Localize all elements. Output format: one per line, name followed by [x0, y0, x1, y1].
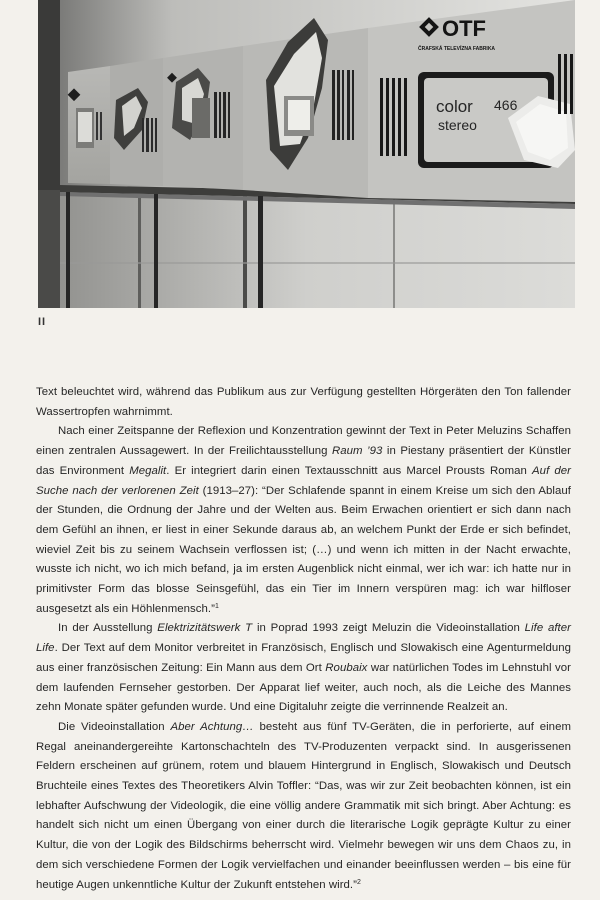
body-text [36, 383, 571, 895]
text-run: (1913–27): “Der Schlafende spannt in einem Kreise um sich den Ablauf der Stunden, die Ordnung der Jahre und der Welten aus. Beim Erwachen orientiert er sich dann nach dem Gefühl an ihnen, er liest in einer Sekunde daraus ab, an welchem Punkt der Erde er sich befindet, wieviel Zeit bis zu seinem Wachsein verflossen ist; (…) und wenn ich mitten in der Nacht erwachte, wusste ich nicht, wo ich mich befand, ja im ersten Augenblick nicht einmal, wer ich war: ich hatte nur in primitivster Form das blosse Seinsgefühl, das ein Tier im Innern verspüren mag: ich war hilfloser ausgesetzt als ein Höhlenmensch.” [36, 484, 571, 615]
tv-box-5 [368, 0, 575, 202]
model-number: 466 [494, 97, 518, 113]
tv-box-3 [163, 46, 243, 190]
tv-box-1 [68, 66, 110, 184]
text-run: Text beleuchtet wird, während das Publikum aus zur Verfügung gestellten Hörgeräten den Ton fallender Wassertropfen wahrnimmt. [36, 386, 571, 418]
paragraph-2 [36, 422, 571, 619]
text-run: Die Videoinstallation [58, 720, 171, 733]
text-run: besteht aus fünf TV-Geräten, die in perforierte, auf einem Regal aneinandergereihte Kartonschachteln des TV-Produzenten verpackt sind. In ausgerissenen Feldern erscheinen auf grünem, rotem und blauem Hintergrund in Englisch, Slowakisch und Deutsch Bruchteile eines Textes des Theoretikers Alvin Toffler: “Das, was wir zur Zeit beobachten können, ist ein lebhafter Aufschwung der Videologik, die eine völlig andere Grammatik mit sich bringt. Aber Achtung: es handelt sich nicht um einen Übergang von einer durch die literarische Logik geprägte Kultur zu einer Kultur, die von der Logik des Bildschirms beherrscht wird. Vielmehr bewegen wir uns dem Chaos zu, in dem sich verschiedene Formen der Logik vervielfachen und einander beeinflussen werden – bis eine für heutige Augen unkenntliche Kultur der Zukunft entstehen wird.” [36, 720, 571, 891]
installation-photo [38, 0, 575, 308]
paragraph-1 [36, 383, 571, 422]
emphasis-text: Life after Life [36, 622, 572, 655]
figure-label: II [38, 316, 47, 328]
text-run: in Poprad 1993 zeigt Meluzin die Videoinstallation [252, 622, 525, 635]
footnote-ref: 1 [214, 602, 219, 610]
text-run: In der Ausstellung [58, 622, 158, 635]
emphasis-text: Roubaix [325, 661, 368, 674]
tv-box-2 [110, 58, 163, 186]
text-run: . Er integriert darin einen Textausschnitt aus Marcel Prousts Roman [166, 464, 533, 477]
emphasis-text: Megalit [129, 464, 167, 477]
stereo-label: stereo [438, 117, 477, 133]
emphasis-text: Raum ’93 [331, 445, 383, 458]
color-label: color [436, 97, 473, 116]
emphasis-text: Auf der Suche nach der verlorenen Zeit [36, 464, 571, 497]
otf-logo-text: OTF [442, 16, 486, 41]
footnote-ref: 2 [356, 878, 361, 886]
paragraph-3 [36, 619, 571, 718]
otf-subtitle: ČRAFSKÁ TELEVÍZNA FABRIKA [418, 46, 496, 52]
text-run: Nach einer Zeitspanne der Reflexion und Konzentration gewinnt der Text in Peter Meluzins Schaffen einen zentralen Aussagewert. In der Freilichtausstellung [36, 425, 571, 458]
emphasis-text: Elektrizitätswerk T [157, 622, 253, 635]
emphasis-text: Aber Achtung… [170, 720, 254, 733]
paragraph-4 [36, 718, 571, 895]
tv-box-4 [243, 18, 368, 198]
text-run: in Piestany präsentiert der Künstler das Environment [36, 445, 572, 477]
text-run: . Der Text auf dem Monitor verbreitet in Französisch, Englisch und Slowakisch eine Agenturmeldung aus einer französischen Zeitung: Ein Mann aus dem Ort [36, 642, 571, 674]
text-run: war natürlichen Todes im Lehnstuhl vor dem laufenden Fernseher gestorben. Der Apparat lief weiter, auch noch, als die Leiche des Mannes zehn Monate später gefunden wurde. Und eine Digitaluhr zeigte die verrinnende Realzeit an. [36, 661, 571, 714]
